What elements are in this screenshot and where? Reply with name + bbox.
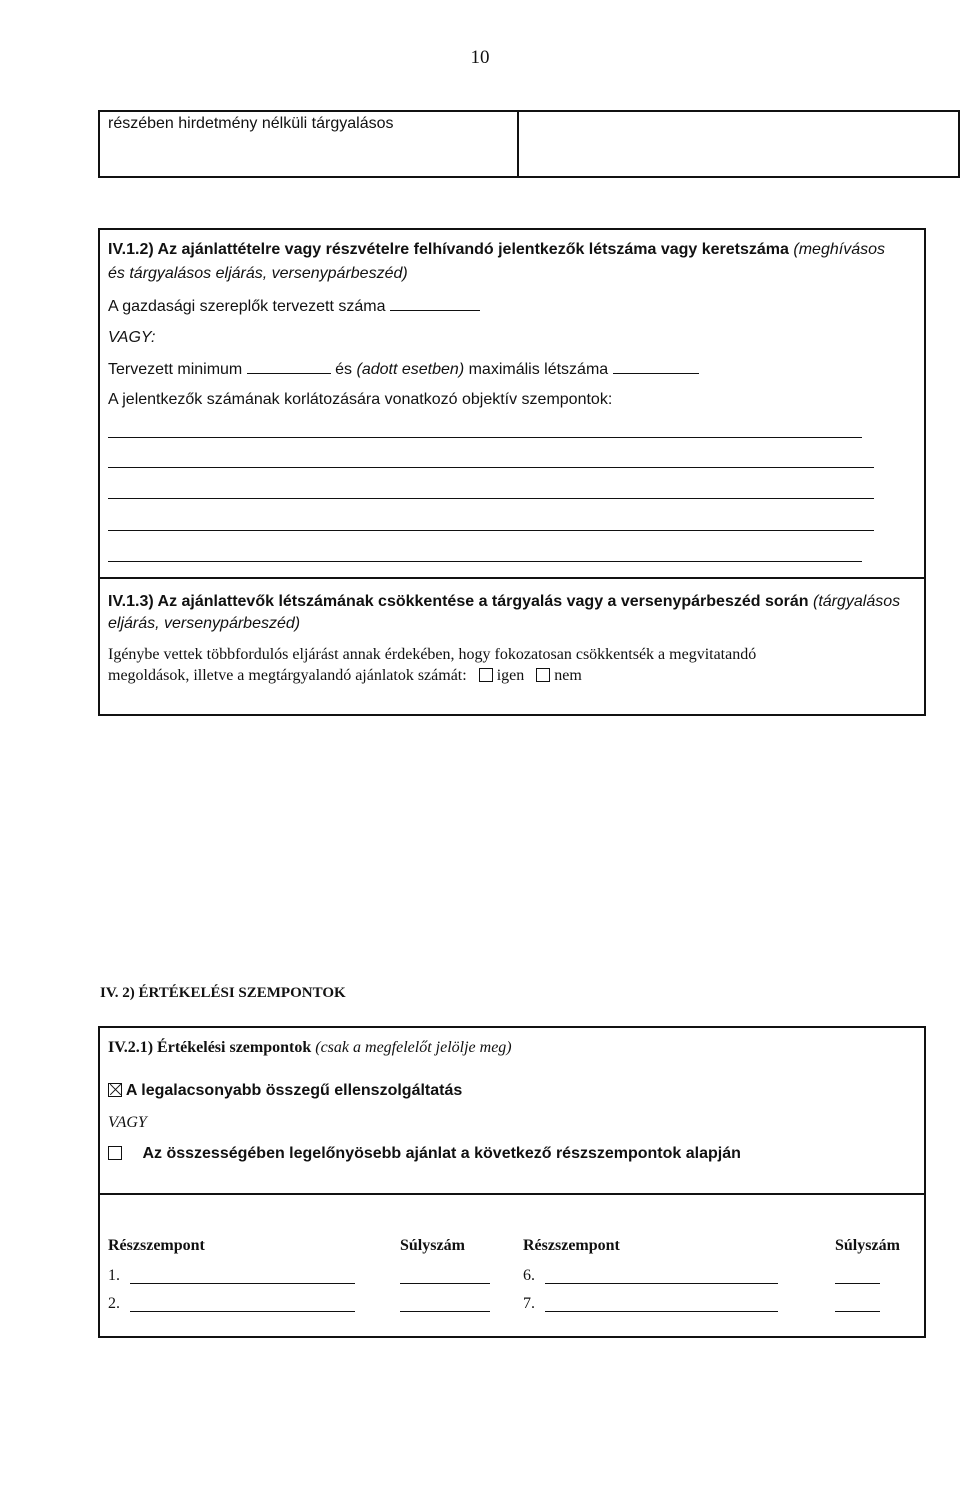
yes-checkbox[interactable] (479, 668, 493, 682)
subcriterion-field[interactable] (545, 1283, 778, 1284)
s412-heading: IV.1.2) Az ajánlattételre vagy részvételre felhívandó jelentkezők létszáma vagy keretszáma (meghívásos (108, 241, 885, 258)
weight-field[interactable] (400, 1283, 490, 1284)
or-label: VAGY: (108, 329, 156, 346)
criteria-line[interactable] (108, 561, 862, 562)
subcriterion-field[interactable] (130, 1283, 355, 1284)
s413-body: Igénybe vettek többfordulós eljárást annak érdekében, hogy fokozatosan csökkentsék a megvitatandó (108, 646, 757, 663)
s413-heading: IV.1.3) Az ajánlattevők létszámának csökkentése a tárgyalás vagy a versenypárbeszéd során (tárgyalásos (108, 593, 901, 610)
weight-field[interactable] (835, 1311, 880, 1312)
top-box-divider (517, 111, 519, 177)
option1-row: A legalacsonyabb összegű ellenszolgáltatás (108, 1081, 462, 1101)
weight-field[interactable] (400, 1311, 490, 1312)
or-label-421: VAGY (108, 1114, 147, 1131)
criteria-line[interactable] (108, 467, 874, 468)
col-header-subcriterion-2: Részszempont (523, 1237, 620, 1254)
top-box-text: részében hirdetmény nélküli tárgyalásos (108, 115, 394, 132)
s421-heading: IV.2.1) Értékelési szempontok (csak a megfelelőt jelölje meg) (108, 1039, 512, 1056)
col-header-weight-2: Súlyszám (835, 1237, 900, 1254)
row-number: 2. (108, 1295, 120, 1312)
section-421-box (98, 1026, 926, 1338)
row-number: 7. (523, 1295, 535, 1312)
page-number: 10 (470, 47, 490, 68)
option2-row: Az összességében legelőnyösebb ajánlat a következő részszempontok alapján (108, 1144, 741, 1164)
s413-body-cont: megoldások, illetve a megtárgyalandó ajánlatok számát: igen nem (108, 667, 582, 684)
subcriterion-field[interactable] (545, 1311, 778, 1312)
col-header-subcriterion: Részszempont (108, 1237, 205, 1254)
no-checkbox[interactable] (536, 668, 550, 682)
criteria-line[interactable] (108, 530, 874, 531)
planned-count-row: A gazdasági szereplők tervezett száma (108, 296, 480, 317)
weight-field[interactable] (835, 1283, 880, 1284)
criteria-line[interactable] (108, 498, 874, 499)
most-advantageous-checkbox[interactable] (108, 1146, 122, 1160)
criteria-line[interactable] (108, 437, 862, 438)
max-field[interactable] (613, 359, 699, 374)
criteria-label: A jelentkezők számának korlátozására vonatkozó objektív szempontok: (108, 391, 613, 408)
planned-count-field[interactable] (390, 296, 480, 311)
min-max-row: Tervezett minimum és (adott esetben) maximális létszáma (108, 359, 699, 380)
s412-heading-cont: és tárgyalásos eljárás, versenypárbeszéd) (108, 265, 408, 282)
section-separator (98, 577, 926, 579)
row-number: 1. (108, 1267, 120, 1284)
s42-heading: IV. 2) ÉRTÉKELÉSI SZEMPONTOK (100, 985, 346, 1001)
min-field[interactable] (247, 359, 331, 374)
s413-heading-cont: eljárás, versenypárbeszéd) (108, 615, 301, 632)
row-number: 6. (523, 1267, 535, 1284)
col-header-weight: Súlyszám (400, 1237, 465, 1254)
subcriterion-field[interactable] (130, 1311, 355, 1312)
lowest-price-checkbox[interactable] (108, 1083, 122, 1097)
table-top-border (98, 1193, 926, 1195)
